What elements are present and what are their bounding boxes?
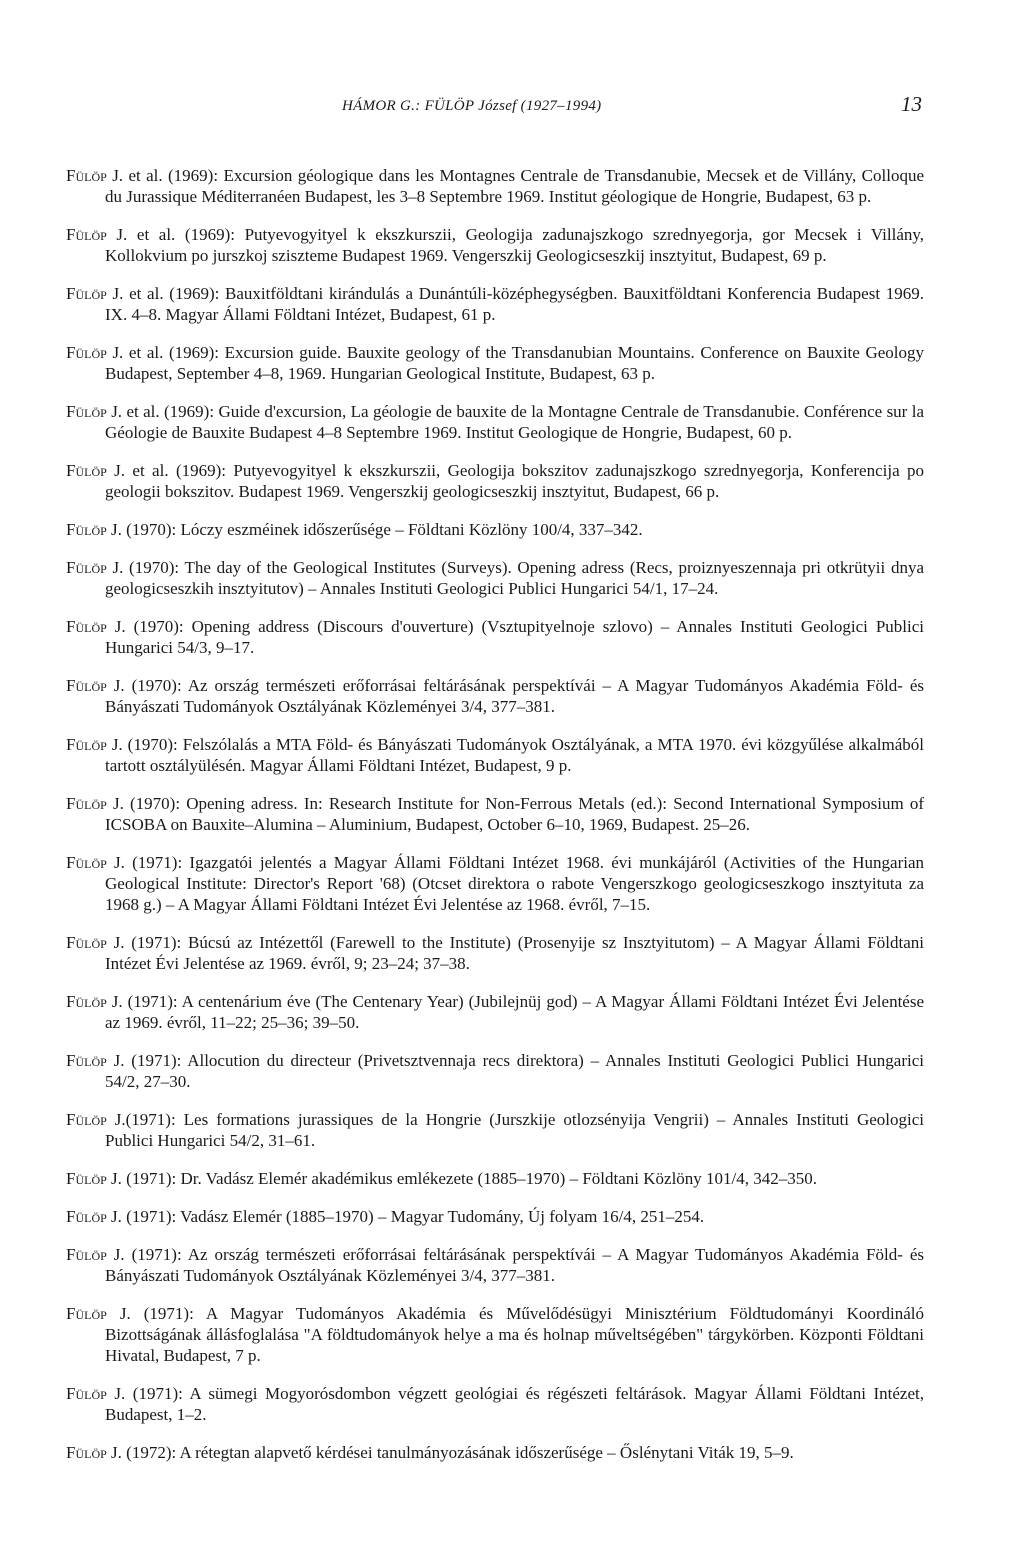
reference-author: Fülöp	[66, 853, 107, 872]
reference-author: Fülöp	[66, 676, 107, 695]
reference-entry	[66, 401, 924, 443]
reference-entry	[66, 793, 924, 835]
reference-entry	[66, 224, 924, 266]
reference-text: J. (1971): Dr. Vadász Elemér akadémikus emlékezete (1885–1970) – Földtani Közlöny 101/4, 342–350.	[111, 1169, 818, 1188]
reference-author: Fülöp	[66, 558, 107, 577]
reference-list	[66, 148, 924, 1468]
reference-author: Fülöp	[66, 1110, 107, 1129]
reference-author: Fülöp	[66, 520, 107, 539]
reference-entry	[66, 1109, 924, 1151]
reference-author: Fülöp	[66, 1169, 107, 1188]
reference-author: Fülöp	[66, 461, 107, 480]
reference-author: Fülöp	[66, 933, 107, 952]
reference-text: J. et al. (1969): Guide d'excursion, La géologie de bauxite de la Montagne Centrale de Transdanubie. Conférence sur la Géologie de Bauxite Budapest 4–8 Septembre 1969. Institut Geologique de Hongrie, Budapest, 60 p.	[105, 402, 924, 442]
reference-author: Fülöp	[66, 402, 107, 421]
reference-author: Fülöp	[66, 1304, 107, 1323]
reference-author: Fülöp	[66, 992, 107, 1011]
reference-text: J. (1971): A centenárium éve (The Centenary Year) (Jubilejnüj god) – A Magyar Állami Földtani Intézet Évi Jelentése az 1969. évről, 11–22; 25–36; 39–50.	[105, 992, 925, 1032]
reference-text: J. et al. (1969): Bauxitföldtani kirándulás a Dunántúli-középhegységben. Bauxitföldtani Konferencia Budapest 1969. IX. 4–8. Magyar Állami Földtani Intézet, Budapest, 61 p.	[105, 284, 925, 324]
reference-entry	[66, 460, 924, 502]
reference-entry	[66, 519, 924, 540]
page-header	[66, 92, 922, 122]
reference-text: J. et al. (1969): Putyevogyityel k ekszkurszii, Geologija bokszitov zadunajszkogo szrednyegorja, Konferencija po geologii bokszitov. Budapest 1969. Vengerszkij geologicseszkij insztyitut, Budapest, 66 p.	[105, 461, 924, 501]
reference-author: Fülöp	[66, 1245, 107, 1264]
reference-entry	[66, 1050, 924, 1092]
reference-author: Fülöp	[66, 617, 107, 636]
reference-author: Fülöp	[66, 1443, 107, 1462]
reference-author: Fülöp	[66, 1051, 107, 1070]
reference-entry	[66, 616, 924, 658]
reference-text: J. et al. (1969): Excursion guide. Bauxite geology of the Transdanubian Mountains. Conference on Bauxite Geology Budapest, September 4–8, 1969. Hungarian Geological Institute, Budapest, 63 p.	[105, 343, 925, 383]
reference-text: J. (1970): Opening address (Discours d'ouverture) (Vsztupityelnoje szlovo) – Annales Instituti Geologici Publici Hungarici 54/3, 9–17.	[105, 617, 924, 657]
reference-entry	[66, 734, 924, 776]
reference-text: J. (1972): A rétegtan alapvető kérdései tanulmányozásának időszerűsége – Őslénytani Viták 19, 5–9.	[111, 1443, 794, 1462]
reference-text: J. (1970): Felszólalás a MTA Föld- és Bányászati Tudományok Osztályának, a MTA 1970. évi közgyűlése alkalmából tartott osztályülésén. Magyar Állami Földtani Intézet, Budapest, 9 p.	[105, 735, 925, 775]
reference-entry	[66, 1383, 924, 1425]
reference-text: J. (1971): A Magyar Tudományos Akadémia és Művelődésügyi Minisztérium Földtudományi Koordináló Bizottságának állásfoglalása "A földtudományok helye a ma és holnap műveltségében" tárgykörben. Központi Földtani Hivatal, Budapest, 7 p.	[105, 1304, 925, 1365]
reference-entry	[66, 675, 924, 717]
reference-text: J. (1970): Lóczy eszméinek időszerűsége – Földtani Közlöny 100/4, 337–342.	[111, 520, 643, 539]
reference-entry	[66, 1303, 924, 1366]
reference-entry	[66, 557, 924, 599]
reference-text: J. (1971): A sümegi Mogyorósdombon végzett geológiai és régészeti feltárások. Magyar Állami Földtani Intézet, Budapest, 1–2.	[105, 1384, 925, 1424]
reference-text: J. (1971): Az ország természeti erőforrásai feltárásának perspektívái – A Magyar Tudományos Akadémia Föld- és Bányászati Tudományok Osztályának Közleményei 3/4, 377–381.	[105, 1245, 925, 1285]
reference-entry	[66, 342, 924, 384]
reference-text: J.(1971): Les formations jurassiques de la Hongrie (Jurszkije otlozsényija Vengrii) – Annales Instituti Geologici Publici Hungarici 54/2, 31–61.	[105, 1110, 924, 1150]
reference-entry	[66, 165, 924, 207]
reference-text: J. (1970): Opening adress. In: Research Institute for Non-Ferrous Metals (ed.): Second International Symposium of ICSOBA on Bauxite–Alumina – Aluminium, Budapest, October 6–10, 1969, Budapest. 25–26.	[105, 794, 924, 834]
reference-author: Fülöp	[66, 794, 107, 813]
reference-text: J. et al. (1969): Putyevogyityel k ekszkurszii, Geologija zadunajszkogo szrednyegorja, gor Mecsek i Villány, Kollokvium po jurszkoj sziszteme Budapest 1969. Vengerszkij Geologicseszkij insztyitut, Budapest, 69 p.	[105, 225, 925, 265]
reference-entry	[66, 1244, 924, 1286]
reference-author: Fülöp	[66, 225, 107, 244]
reference-entry	[66, 1168, 924, 1189]
reference-text: J. (1971): Búcsú az Intézettől (Farewell to the Institute) (Prosenyije sz Insztyitutom) – A Magyar Állami Földtani Intézet Évi Jelentése az 1969. évről, 9; 23–24; 37–38.	[105, 933, 924, 973]
reference-author: Fülöp	[66, 735, 107, 754]
reference-author: Fülöp	[66, 166, 107, 185]
reference-text: J. (1970): Az ország természeti erőforrásai feltárásának perspektívái – A Magyar Tudományos Akadémia Föld- és Bányászati Tudományok Osztályának Közleményei 3/4, 377–381.	[105, 676, 925, 716]
running-head: HÁMOR G.: FÜLÖP József (1927–1994)	[342, 98, 602, 114]
reference-text: J. et al. (1969): Excursion géologique dans les Montagnes Centrale de Transdanubie, Mecsek et de Villány, Colloque du Jurassique Méditerranéen Budapest, les 3–8 Septembre 1969. Institut géologique de Hongrie, Budapest, 63 p.	[105, 166, 924, 206]
reference-text: J. (1970): The day of the Geological Institutes (Surveys). Opening adress (Recs, proiznyeszennaja pri otkrütyii dnya geologicseszkih insztyitutov) – Annales Instituti Geologici Publici Hungarici 54/1, 17–24.	[105, 558, 924, 598]
reference-author: Fülöp	[66, 1207, 107, 1226]
page-number: 13	[901, 92, 922, 116]
reference-entry	[66, 283, 924, 325]
reference-entry	[66, 1206, 924, 1227]
reference-author: Fülöp	[66, 284, 107, 303]
reference-text: J. (1971): Allocution du directeur (Privetsztvennaja recs direktora) – Annales Instituti Geologici Publici Hungarici 54/2, 27–30.	[105, 1051, 924, 1091]
reference-entry	[66, 1442, 924, 1463]
reference-entry	[66, 852, 924, 915]
reference-text: J. (1971): Vadász Elemér (1885–1970) – Magyar Tudomány, Új folyam 16/4, 251–254.	[111, 1207, 705, 1226]
reference-entry	[66, 991, 924, 1033]
reference-author: Fülöp	[66, 1384, 107, 1403]
reference-author: Fülöp	[66, 343, 107, 362]
reference-entry	[66, 932, 924, 974]
reference-text: J. (1971): Igazgatói jelentés a Magyar Állami Földtani Intézet 1968. évi munkájáról (Activities of the Hungarian Geological Institute: Director's Report '68) (Otcset direktora o rabote Vengerszkogo geologicseszkogo insztyituta za 1968 g.) – A Magyar Állami Földtani Intézet Évi Jelentése az 1968. évről, 7–15.	[105, 853, 925, 914]
